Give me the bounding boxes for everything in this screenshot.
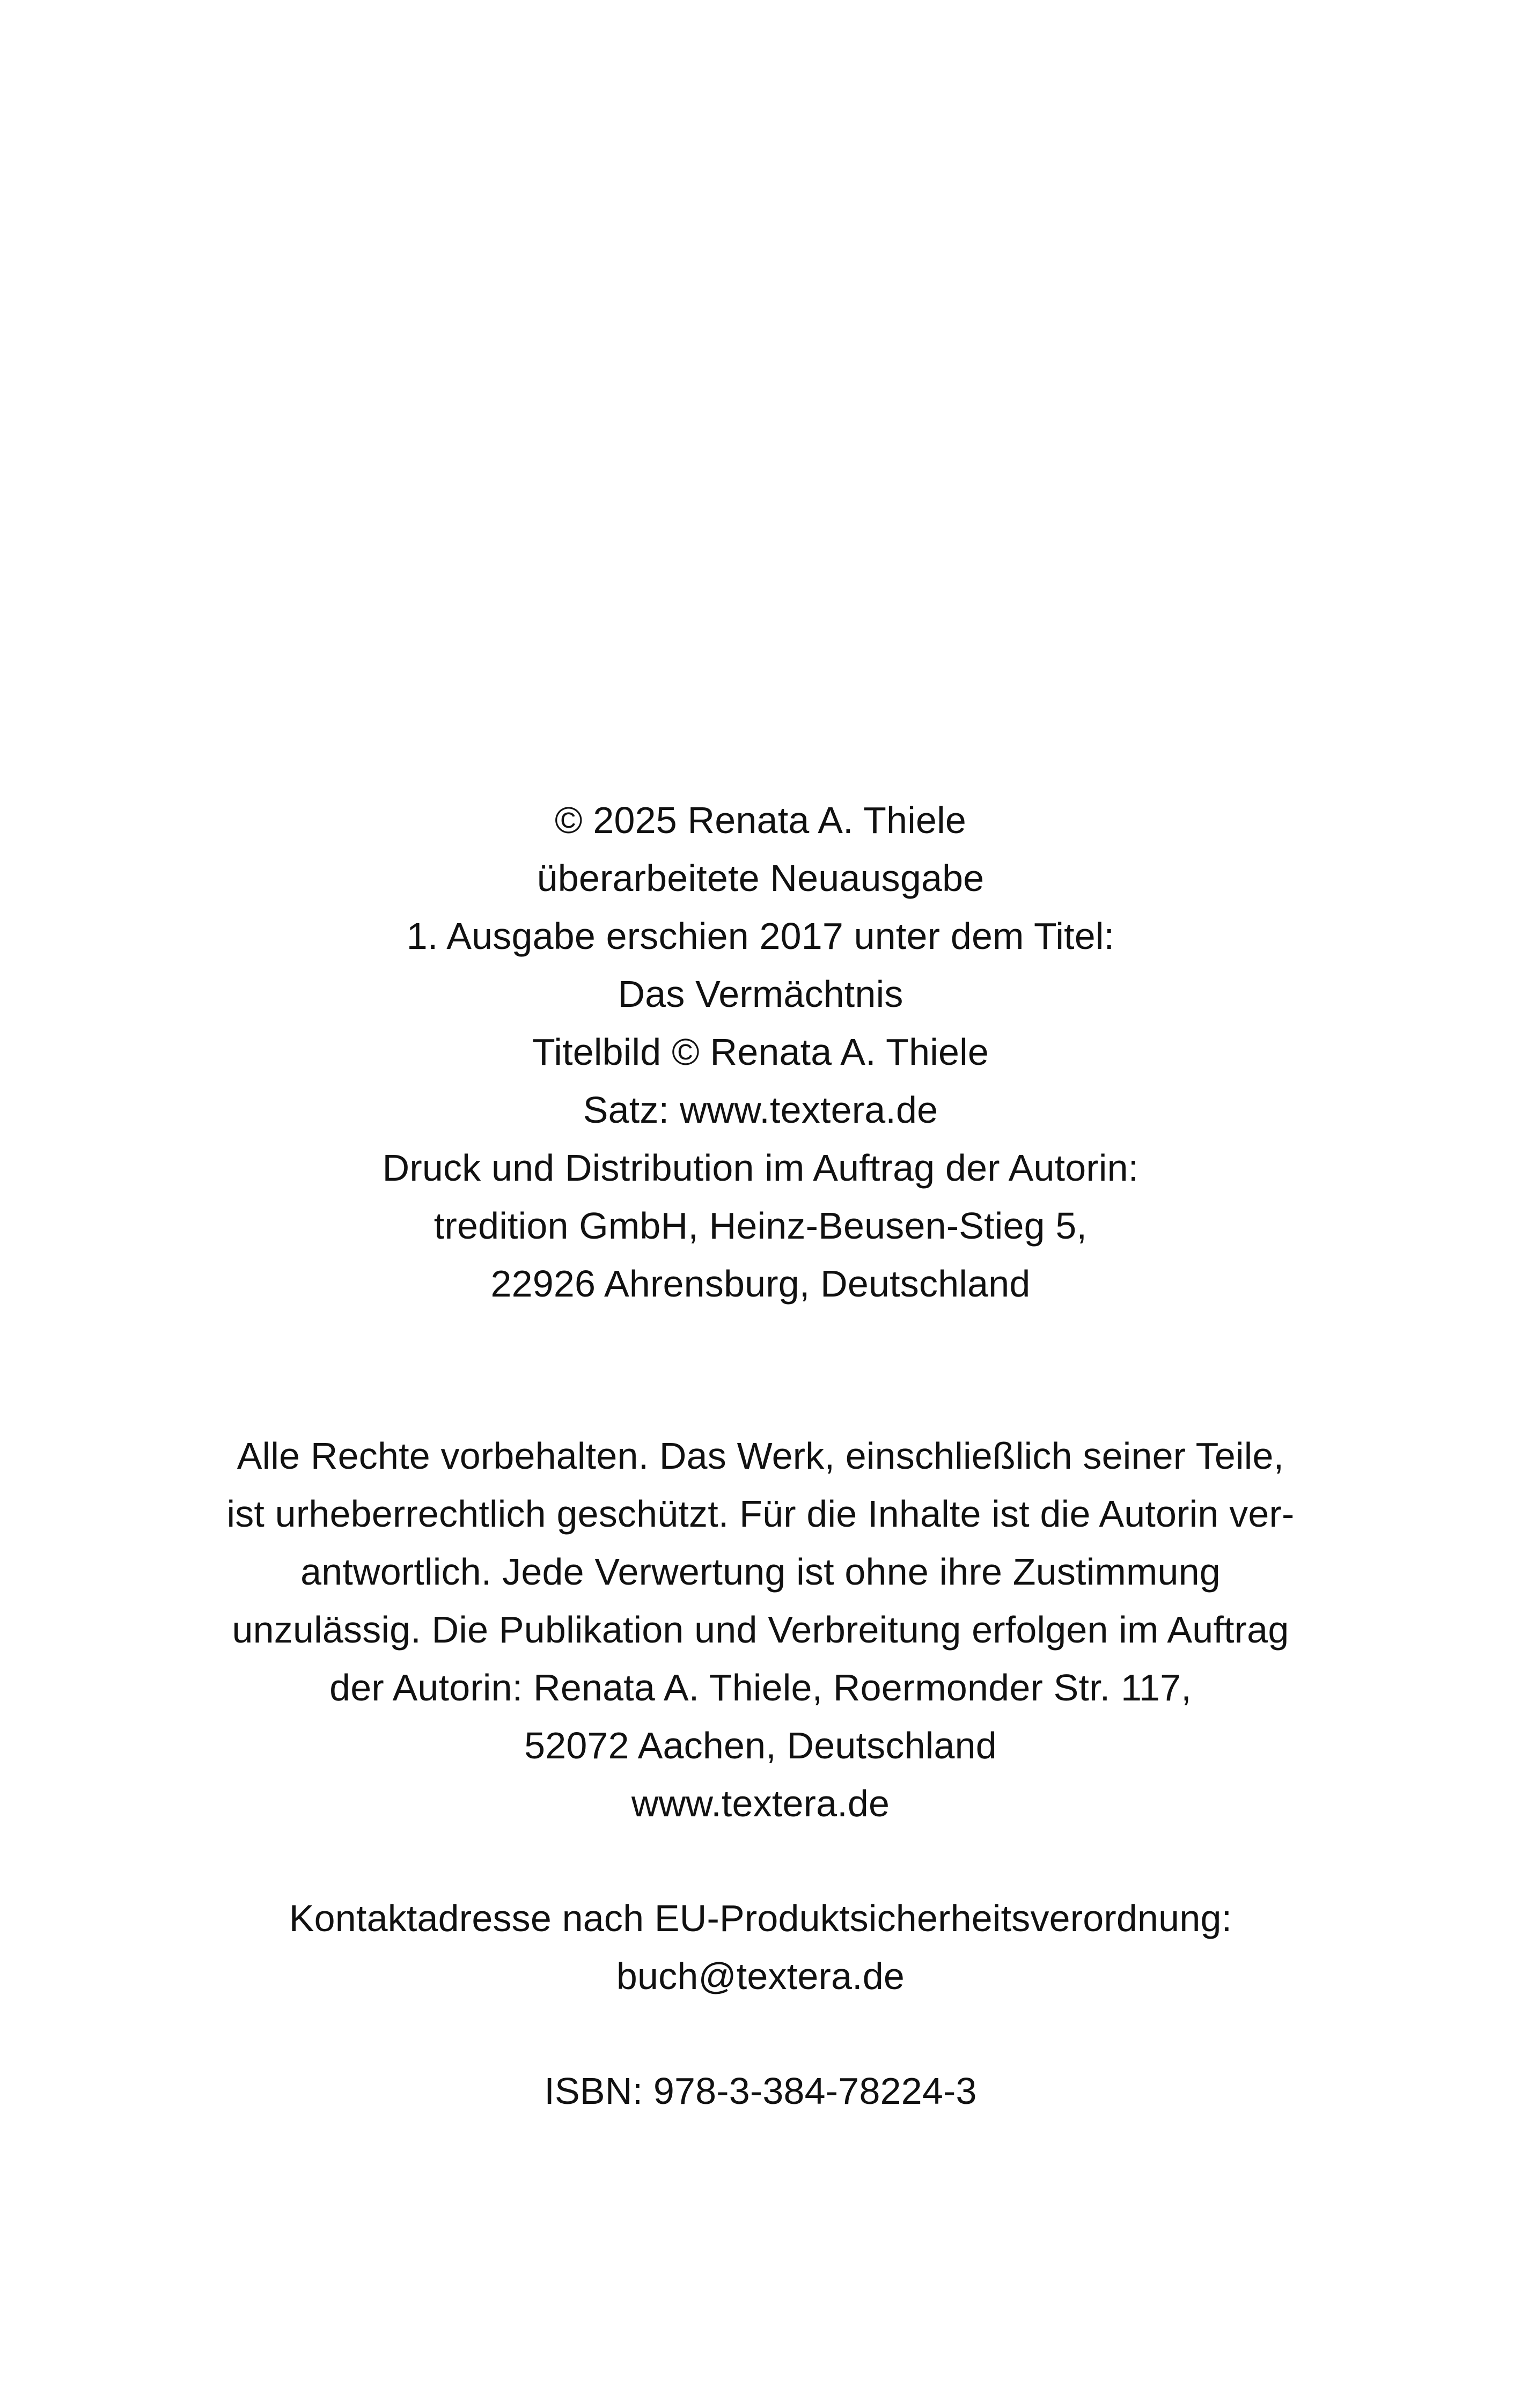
publisher-address-line: tredition GmbH, Heinz-Beusen-Stieg 5, (433, 1205, 1088, 1247)
printing-line: Druck und Distribution im Auftrag der Autorin: (382, 1147, 1139, 1189)
rights-line: der Autorin: Renata A. Thiele, Roermonder Str. 117, (329, 1667, 1192, 1709)
author-city-line: 52072 Aachen, Deutschland (524, 1725, 997, 1766)
contact-label: Kontaktadresse nach EU-Produktsicherheitsverordnung: (289, 1897, 1232, 1939)
contact-notice (0, 1889, 1521, 2005)
original-title-line: Das Vermächtnis (618, 973, 903, 1015)
isbn-number: ISBN: 978-3-384-78224-3 (544, 2070, 977, 2112)
first-edition-line: 1. Ausgabe erschien 2017 unter dem Titel: (406, 915, 1115, 957)
publisher-city-line: 22926 Ahrensburg, Deutschland (490, 1263, 1031, 1305)
copyright-line: © 2025 Renata A. Thiele (554, 799, 967, 841)
edition-line: überarbeitete Neuausgabe (537, 857, 984, 899)
typesetting-line: Satz: www.textera.de (583, 1089, 938, 1131)
isbn-block (0, 2062, 1521, 2120)
imprint-block (0, 791, 1521, 1313)
cover-credit-line: Titelbild © Renata A. Thiele (532, 1031, 989, 1073)
rights-line: unzulässig. Die Publikation und Verbreitung erfolgen im Auftrag (232, 1609, 1289, 1651)
rights-line: antwortlich. Jede Verwertung ist ohne ihre Zustimmung (300, 1551, 1221, 1593)
rights-notice (0, 1427, 1521, 1832)
website-link[interactable]: www.textera.de (631, 1783, 890, 1824)
rights-line: ist urheberrechtlich geschützt. Für die Inhalte ist die Autorin ver- (226, 1493, 1295, 1535)
rights-line: Alle Rechte vorbehalten. Das Werk, einschließlich seiner Teile, (237, 1435, 1284, 1477)
contact-email[interactable]: buch@textera.de (616, 1955, 905, 1997)
